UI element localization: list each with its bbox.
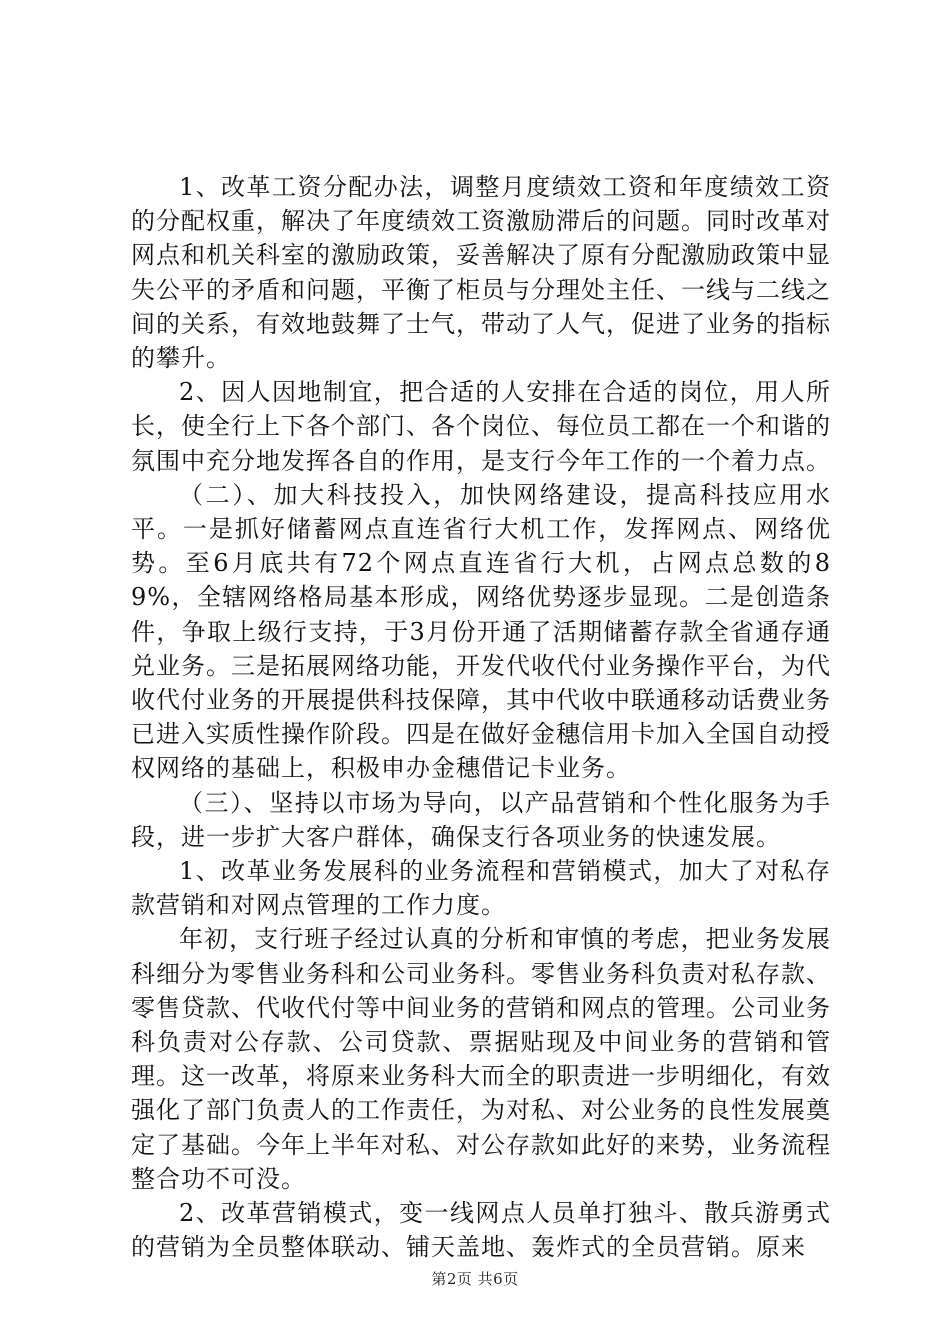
paragraph-3: （二）、加大科技投入，加快网络建设，提高科技应用水平。一是抓好储蓄网点直连省行大机工作，发挥网点、网络优势。至6月底共有72个网点直连省行大机，占网点总数的89%，全辖网络格局基本形成，网络优势逐步显现。二是创造条件，争取上级行支持，于3月份开通了活期储蓄存款全省通存通兑业务。三是拓展网络功能，开发代收代付业务操作平台，为代收代付业务的开展提供科技保障，其中代收中联通移动话费业务已进入实质性操作阶段。四是在做好金穗信用卡加入全国自动授权网络的基础上，积极申办金穗借记卡业务。 <box>131 480 831 783</box>
paragraph-7: 2、改革营销模式，变一线网点人员单打独斗、散兵游勇式的营销为全员整体联动、铺天盖地、轰炸式的全员营销。原来 <box>131 1199 831 1262</box>
document-body <box>131 170 831 1265</box>
paragraph-6: 年初，支行班子经过认真的分析和审慎的考虑，把业务发展科细分为零售业务科和公司业务科。零售业务科负责对私存款、零售贷款、代收代付等中间业务的营销和网点的管理。公司业务科负责对公存款、公司贷款、票据贴现及中间业务的营销和管理。这一改革，将原来业务科大而全的职责进一步明细化，有效强化了部门负责人的工作责任，为对私、对公业务的良性发展奠定了基础。今年上半年对私、对公存款如此好的来势，业务流程整合功不可没。 <box>131 925 831 1193</box>
paragraph-2: 2、因人因地制宜，把合适的人安排在合适的岗位，用人所长，使全行上下各个部门、各个岗位、每位员工都在一个和谐的氛围中充分地发挥各自的作用，是支行今年工作的一个着力点。 <box>131 378 831 475</box>
paragraph-1: 1、改革工资分配办法，调整月度绩效工资和年度绩效工资的分配权重，解决了年度绩效工资激励滞后的问题。同时改革对网点和机关科室的激励政策，妥善解决了原有分配激励政策中显失公平的矛盾和问题，平衡了柜员与分理处主任、一线与二线之间的关系，有效地鼓舞了士气，带动了人气，促进了业务的指标的攀升。 <box>131 173 831 373</box>
paragraph-4: （三）、坚持以市场为导向，以产品营销和个性化服务为手段，进一步扩大客户群体，确保支行各项业务的快速发展。 <box>131 788 831 851</box>
page-number-footer: 第2页 共6页 <box>431 1270 519 1288</box>
paragraph-5: 1、改革业务发展科的业务流程和营销模式，加大了对私存款营销和对网点管理的工作力度。 <box>131 857 831 920</box>
